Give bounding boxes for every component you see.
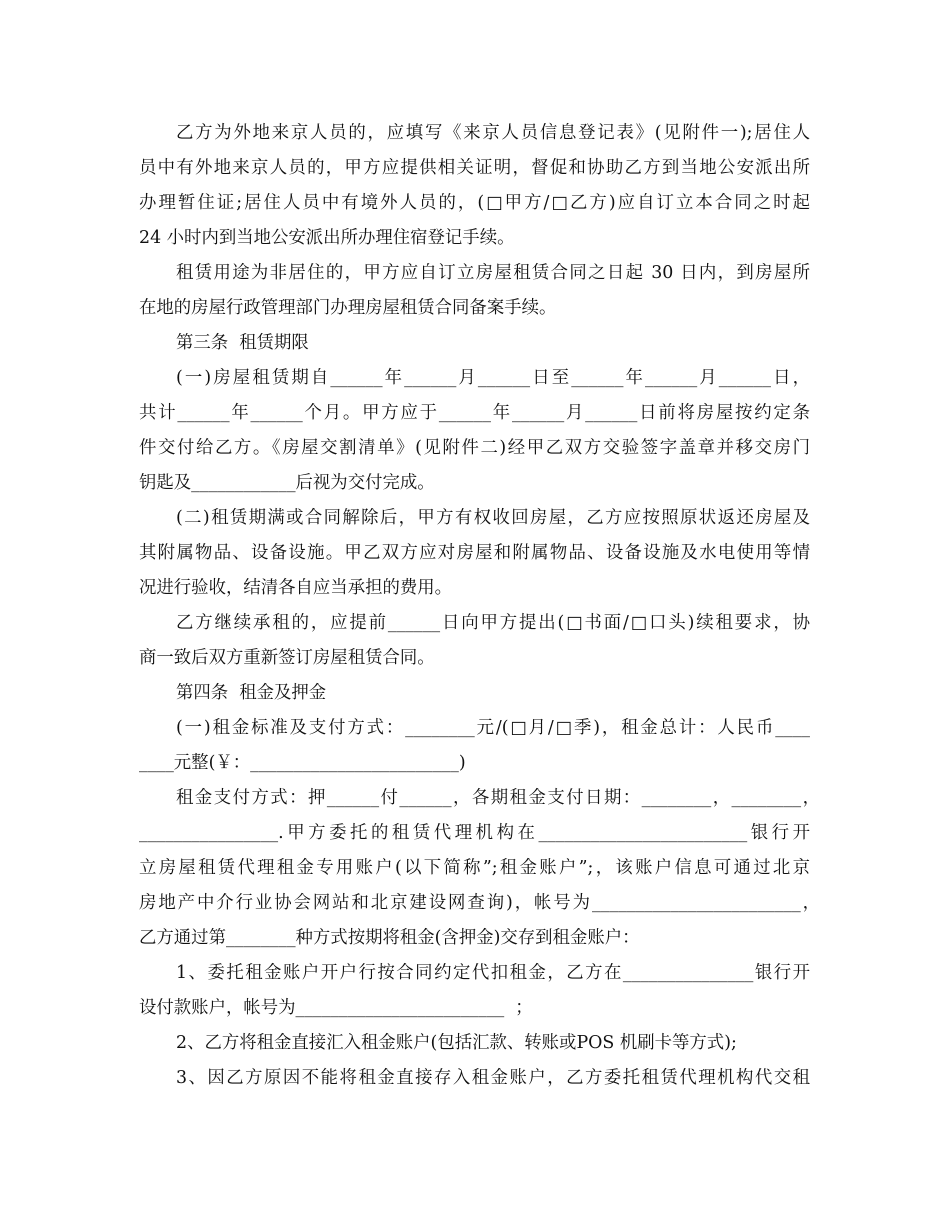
text-line: (一)租金标准及支付方式：________元/(□月/□季)，租金总计：人民币____ bbox=[176, 718, 810, 738]
text-line: (二)租赁期满或合同解除后，甲方有权收回房屋，乙方应按照原状返还房屋及 bbox=[176, 508, 810, 528]
text-line: 1、委托租金账户开户行按合同约定代扣租金，乙方在_______________银行开 bbox=[176, 963, 810, 983]
text-line: 乙方通过第________种方式按期将租金(含押金)交存到租金账户： bbox=[139, 928, 640, 948]
text-line: 乙方为外地来京人员的，应填写《来京人员信息登记表》(见附件一);居住人 bbox=[176, 123, 810, 143]
text-line: 立房屋租赁代理租金专用账户(以下简称”;租金账户”;，该账户信息可通过北京 bbox=[139, 858, 810, 878]
text-line: ____元整(￥：________________________) bbox=[139, 753, 466, 773]
text-line: 乙方继续承租的，应提前______日向甲方提出(□书面/□口头)续租要求，协 bbox=[176, 613, 810, 633]
text-line: 在地的房屋行政管理部门办理房屋租赁合同备案手续。 bbox=[139, 298, 557, 318]
text-line: 况进行验收，结清各自应当承担的费用。 bbox=[139, 578, 453, 598]
text-line: 2、乙方将租金直接汇入租金账户(包括汇款、转账或POS 机刷卡等方式); bbox=[176, 1033, 737, 1053]
text-line: 员中有外地来京人员的，甲方应提供相关证明，督促和协助乙方到当地公安派出所 bbox=[139, 158, 810, 178]
text-line: 房地产中介行业协会网站和北京建设网查询)，帐号为________________________， bbox=[139, 893, 820, 913]
section-heading: 第三条 租赁期限 bbox=[176, 333, 309, 353]
text-line: 钥匙及____________后视为交付完成。 bbox=[139, 473, 435, 493]
text-line: 租赁用途为非居住的，甲方应自订立房屋租赁合同之日起 30 日内，到房屋所 bbox=[176, 263, 810, 283]
section-heading: 第四条 租金及押金 bbox=[176, 683, 327, 703]
text-line: 租金支付方式：押______付______，各期租金支付日期：________，________， bbox=[176, 788, 820, 808]
text-line: 共计______年______个月。甲方应于______年______月______日前将房屋按约定条 bbox=[139, 403, 810, 423]
text-line: 商一致后双方重新签订房屋租赁合同。 bbox=[139, 648, 435, 668]
text-line: 办理暂住证;居住人员中有境外人员的，(□甲方/□乙方)应自订立本合同之时起 bbox=[139, 193, 810, 213]
text-line: 3、因乙方原因不能将租金直接存入租金账户，乙方委托租赁代理机构代交租 bbox=[176, 1068, 810, 1088]
text-line: 件交付给乙方。《房屋交割清单》(见附件二)经甲乙双方交验签字盖章并移交房门 bbox=[139, 438, 810, 458]
text-line: 其附属物品、设备设施。甲乙双方应对房屋和附属物品、设备设施及水电使用等情 bbox=[139, 543, 810, 563]
text-line: 设付款账户，帐号为________________________ ； bbox=[139, 998, 533, 1018]
text-line: 24 小时内到当地公安派出所办理住宿登记手续。 bbox=[139, 228, 515, 248]
text-line: ________________.甲方委托的租赁代理机构在________________________银行开 bbox=[139, 823, 810, 843]
text-line: (一)房屋租赁期自______年______月______日至______年______月______日， bbox=[176, 368, 810, 388]
